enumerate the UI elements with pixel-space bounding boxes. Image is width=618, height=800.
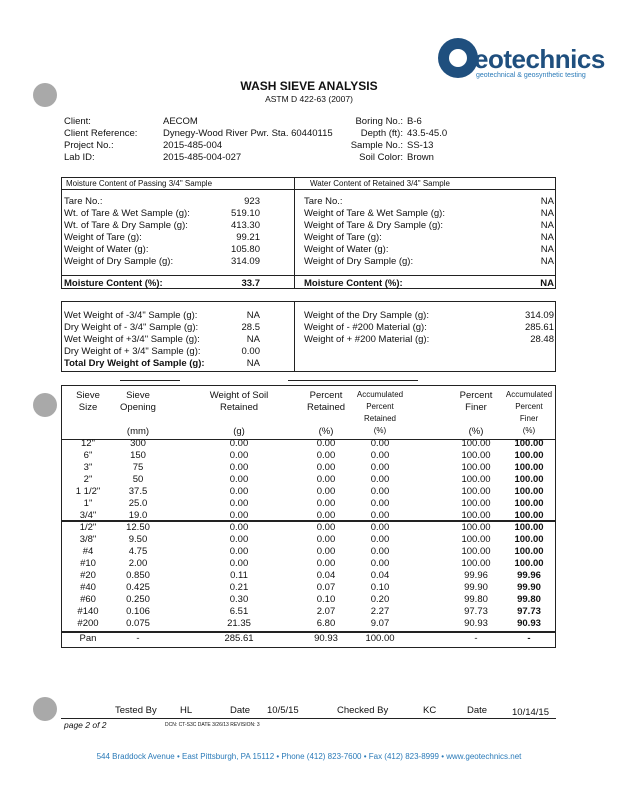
column-header: Finer xyxy=(519,414,539,423)
moisture-left-total-value: 33.7 xyxy=(241,278,260,289)
table-cell: #40 xyxy=(80,582,96,593)
table-cell: 100.00 xyxy=(461,510,491,521)
table-cell: - xyxy=(136,633,140,644)
table-cell: #20 xyxy=(80,570,96,581)
moisture-right-header: Water Content of Retained 3/4" Sample xyxy=(310,179,450,188)
table-cell: #60 xyxy=(80,594,96,605)
table-cell: 0.00 xyxy=(229,474,249,485)
column-header: (%) xyxy=(373,426,387,435)
table-cell: 0.00 xyxy=(370,462,390,473)
column-header: Finer xyxy=(465,402,487,413)
table-cell: 100.00 xyxy=(461,558,491,569)
divider xyxy=(294,301,295,372)
column-header: Percent xyxy=(309,390,343,401)
punch-hole xyxy=(33,697,57,721)
table-cell: 2.07 xyxy=(316,606,336,617)
table-cell: 0.106 xyxy=(126,606,150,617)
table-cell: 0.00 xyxy=(370,558,390,569)
table-cell: 0.00 xyxy=(229,486,249,497)
table-cell: 0.075 xyxy=(126,618,150,629)
table-cell: 0.00 xyxy=(229,546,249,557)
table-cell: 0.00 xyxy=(229,558,249,569)
table-cell: 0.00 xyxy=(229,522,249,533)
table-cell: 0.00 xyxy=(316,510,336,521)
table-cell: 25.0 xyxy=(128,498,148,509)
table-cell: 0.00 xyxy=(370,474,390,485)
divider xyxy=(120,380,180,381)
table-cell: 6.51 xyxy=(229,606,249,617)
table-cell: 0.00 xyxy=(316,522,336,533)
footer-address: 544 Braddock Avenue • East Pittsburgh, PA 15112 • Phone (412) 823-7600 • Fax (412) 823-8999 • www.geotechnics.net xyxy=(96,752,522,761)
table-cell: #140 xyxy=(77,606,99,617)
standard: ASTM D 422-63 (2007) xyxy=(265,94,353,104)
table-cell: 0.00 xyxy=(370,498,390,509)
table-cell: 0.00 xyxy=(229,438,249,449)
logo-tagline: geotechnical & geosynthetic testing xyxy=(476,72,586,79)
table-cell: 100.00 xyxy=(461,438,491,449)
column-header: Retained xyxy=(219,402,259,413)
table-cell: 100.00 xyxy=(461,474,491,485)
column-header: Accumulated xyxy=(505,390,553,399)
table-cell: 99.80 xyxy=(517,594,541,605)
table-cell: 3/4" xyxy=(79,510,97,521)
table-cell: 0.00 xyxy=(370,534,390,545)
table-cell: 1" xyxy=(83,498,93,509)
table-cell: 99.80 xyxy=(464,594,488,605)
table-cell: 0.00 xyxy=(316,438,336,449)
table-cell: - xyxy=(474,633,478,644)
table-cell: 100.00 xyxy=(514,534,544,545)
table-cell: 100.00 xyxy=(514,450,544,461)
table-cell: 0.00 xyxy=(229,462,249,473)
column-header: Size xyxy=(78,402,98,413)
table-cell: 0.00 xyxy=(316,558,336,569)
table-cell: 6.80 xyxy=(316,618,336,629)
column-header: Accumulated xyxy=(356,390,404,399)
table-cell: #4 xyxy=(82,546,94,557)
table-cell: 100.00 xyxy=(514,474,544,485)
table-cell: 0.00 xyxy=(316,486,336,497)
table-cell: 1 1/2" xyxy=(75,486,101,497)
logo-text: eotechnics xyxy=(474,44,605,74)
table-cell: 100.00 xyxy=(514,498,544,509)
punch-hole xyxy=(33,393,57,417)
column-header: Percent xyxy=(515,402,543,411)
table-cell: 0.00 xyxy=(316,462,336,473)
table-cell: 100.00 xyxy=(461,534,491,545)
table-cell: 100.00 xyxy=(514,462,544,473)
table-cell: - xyxy=(527,633,531,644)
table-cell: 0.00 xyxy=(229,450,249,461)
table-cell: 0.00 xyxy=(370,546,390,557)
page-title: WASH SIEVE ANALYSIS xyxy=(240,79,378,93)
table-cell: 3/8" xyxy=(79,534,97,545)
divider xyxy=(61,189,556,190)
table-cell: 100.00 xyxy=(461,462,491,473)
table-cell: 21.35 xyxy=(227,618,251,629)
divider xyxy=(288,380,418,381)
table-cell: 0.20 xyxy=(370,594,390,605)
table-cell: 0.00 xyxy=(370,510,390,521)
doc-code: DCN: CT-S3C DATE 3/26/13 REVISION: 3 xyxy=(165,722,260,728)
table-cell: 12.50 xyxy=(126,522,150,533)
table-cell: 2.27 xyxy=(370,606,390,617)
page-number: page 2 of 2 xyxy=(64,720,107,730)
column-header: Opening xyxy=(120,402,156,413)
footer-rule xyxy=(61,718,556,719)
table-cell: 100.00 xyxy=(514,486,544,497)
moisture-left-total-label: Moisture Content (%): xyxy=(64,278,163,289)
column-header: Sieve xyxy=(76,390,100,401)
table-cell: 0.00 xyxy=(370,438,390,449)
table-cell: 300 xyxy=(130,438,146,449)
table-cell: 0.00 xyxy=(229,534,249,545)
column-header: Percent xyxy=(366,402,394,411)
table-cell: #200 xyxy=(77,618,99,629)
table-cell: 9.07 xyxy=(370,618,390,629)
table-cell: 0.00 xyxy=(229,498,249,509)
table-cell: 100.00 xyxy=(514,438,544,449)
table-cell: 100.00 xyxy=(461,450,491,461)
table-cell: 100.00 xyxy=(514,558,544,569)
table-cell: 3" xyxy=(83,462,93,473)
table-cell: 0.00 xyxy=(316,546,336,557)
column-header: (%) xyxy=(468,426,484,437)
table-cell: 90.93 xyxy=(314,633,338,644)
table-cell: 0.21 xyxy=(229,582,249,593)
table-cell: 100.00 xyxy=(461,522,491,533)
column-header: (%) xyxy=(318,426,334,437)
table-cell: 285.61 xyxy=(224,633,254,644)
table-cell: 100.00 xyxy=(514,522,544,533)
table-cell: 90.93 xyxy=(517,618,541,629)
table-cell: 0.00 xyxy=(316,450,336,461)
logo-g-icon xyxy=(438,38,478,78)
table-cell: 0.30 xyxy=(229,594,249,605)
table-cell: 4.75 xyxy=(128,546,148,557)
table-cell: 0.00 xyxy=(316,474,336,485)
column-header: Retained xyxy=(306,402,346,413)
table-cell: 2.00 xyxy=(128,558,148,569)
column-header: Percent xyxy=(459,390,493,401)
column-header: (mm) xyxy=(126,426,150,437)
table-cell: 19.0 xyxy=(128,510,148,521)
table-cell: 100.00 xyxy=(514,546,544,557)
table-cell: 0.00 xyxy=(316,498,336,509)
table-cell: 9.50 xyxy=(128,534,148,545)
table-cell: 150 xyxy=(130,450,146,461)
table-cell: 0.04 xyxy=(370,570,390,581)
table-cell: 12" xyxy=(81,438,95,449)
table-cell: 50 xyxy=(132,474,144,485)
table-cell: 90.93 xyxy=(464,618,488,629)
table-cell: 100.00 xyxy=(461,546,491,557)
divider xyxy=(294,177,295,289)
table-cell: 99.90 xyxy=(464,582,488,593)
table-cell: 0.850 xyxy=(126,570,150,581)
moisture-left-header: Moisture Content of Passing 3/4" Sample xyxy=(66,179,213,188)
table-cell: 0.10 xyxy=(316,594,336,605)
table-cell: 0.00 xyxy=(370,522,390,533)
table-cell: 100.00 xyxy=(461,498,491,509)
table-cell: #10 xyxy=(80,558,96,569)
column-header: Sieve xyxy=(126,390,150,401)
moisture-right-total-value: NA xyxy=(540,278,554,289)
table-cell: Pan xyxy=(79,633,97,644)
table-cell: 0.04 xyxy=(316,570,336,581)
table-cell: 100.00 xyxy=(365,633,395,644)
table-cell: 2" xyxy=(83,474,93,485)
table-cell: 37.5 xyxy=(128,486,148,497)
table-cell: 0.00 xyxy=(316,534,336,545)
table-cell: 75 xyxy=(132,462,144,473)
column-header: Weight of Soil xyxy=(209,390,269,401)
table-cell: 99.96 xyxy=(517,570,541,581)
divider xyxy=(61,275,556,276)
table-cell: 99.96 xyxy=(464,570,488,581)
table-cell: 0.250 xyxy=(126,594,150,605)
table-cell: 0.00 xyxy=(370,486,390,497)
moisture-right-total-label: Moisture Content (%): xyxy=(304,278,403,289)
table-cell: 97.73 xyxy=(464,606,488,617)
table-cell: 0.07 xyxy=(316,582,336,593)
table-cell: 99.90 xyxy=(517,582,541,593)
table-cell: 0.00 xyxy=(229,510,249,521)
column-header: Retained xyxy=(363,414,397,423)
table-cell: 0.00 xyxy=(370,450,390,461)
table-cell: 1/2" xyxy=(79,522,97,533)
column-header: (g) xyxy=(233,426,245,437)
table-cell: 100.00 xyxy=(461,486,491,497)
column-header: (%) xyxy=(522,426,536,435)
table-cell: 0.10 xyxy=(370,582,390,593)
table-cell: 0.425 xyxy=(126,582,150,593)
table-cell: 100.00 xyxy=(514,510,544,521)
table-cell: 97.73 xyxy=(517,606,541,617)
table-cell: 0.11 xyxy=(230,570,248,581)
table-cell: 6" xyxy=(83,450,93,461)
